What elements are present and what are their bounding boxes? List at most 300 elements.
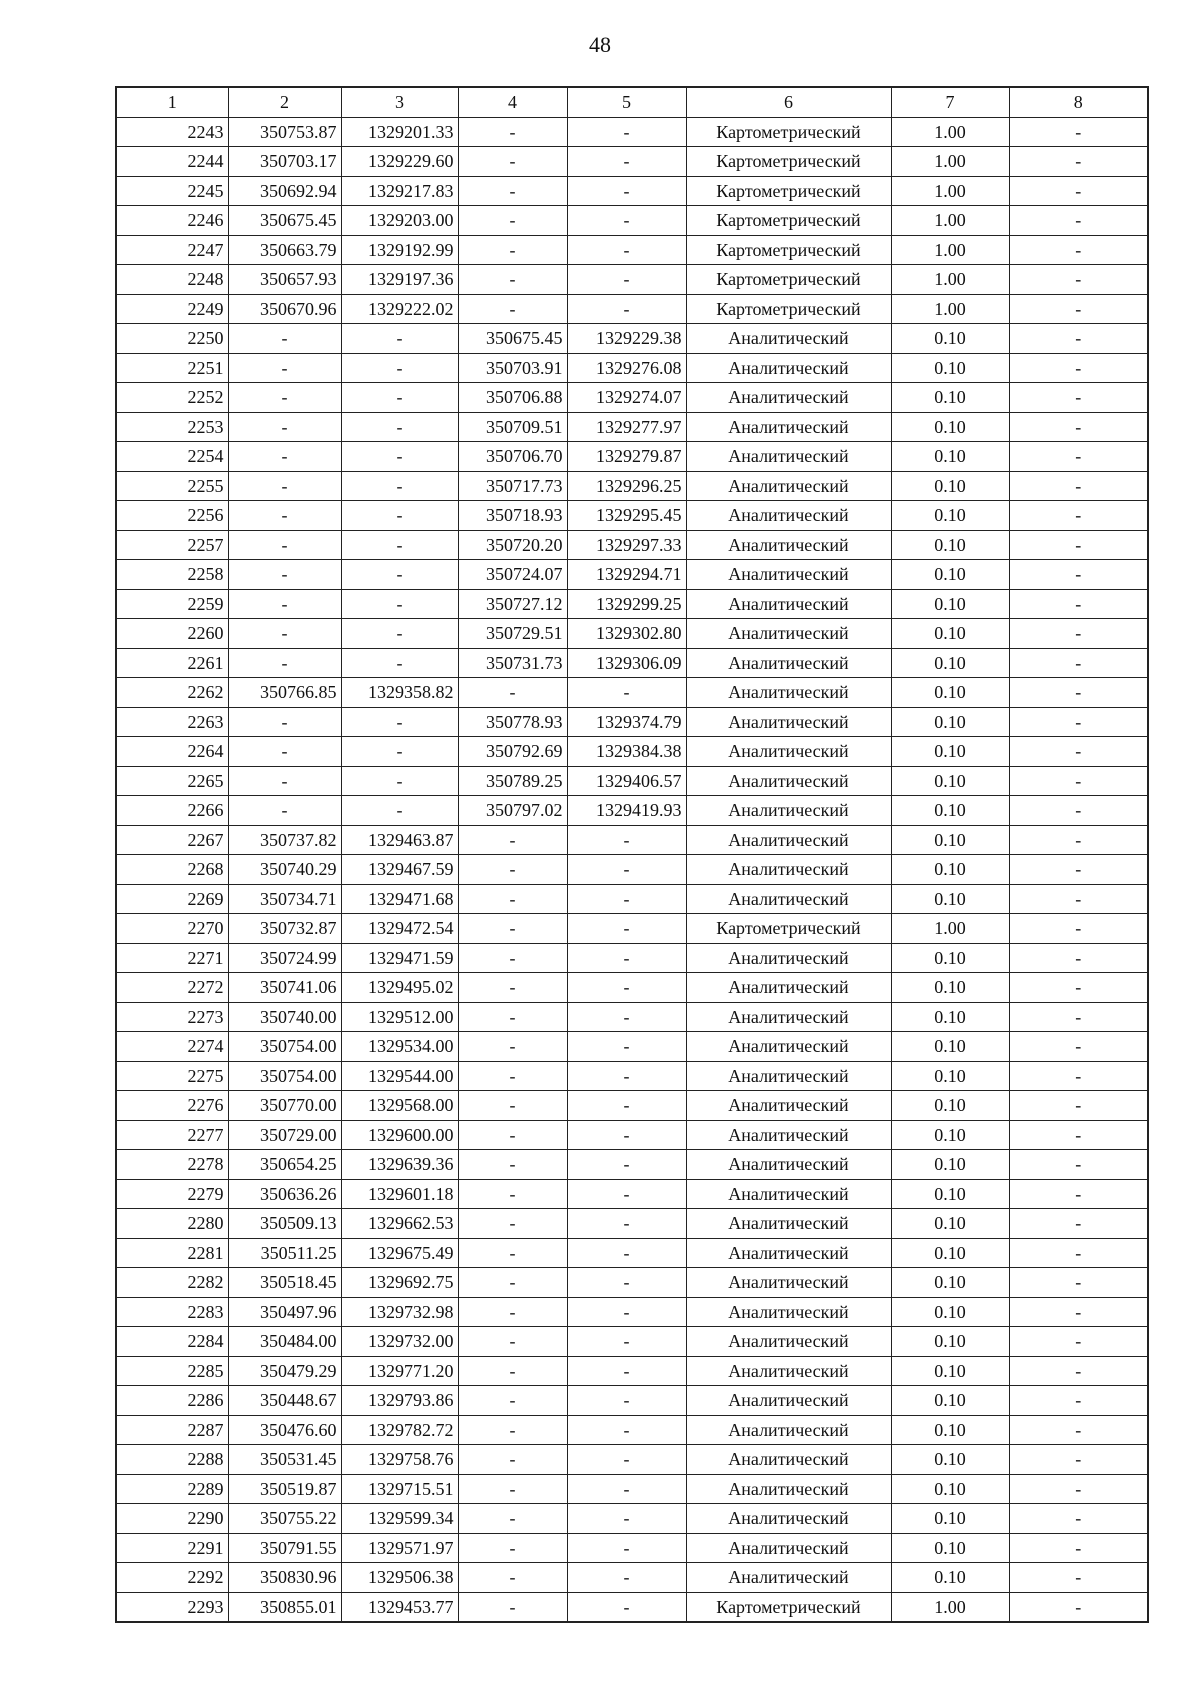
- cell-method: Аналитический: [686, 1563, 891, 1593]
- cell-method: Картометрический: [686, 176, 891, 206]
- cell-accuracy: 0.10: [891, 619, 1009, 649]
- cell-y-coord: 1329782.72: [341, 1415, 458, 1445]
- cell-y-coord-alt: -: [567, 117, 686, 147]
- cell-note: -: [1009, 1327, 1148, 1357]
- cell-note: -: [1009, 678, 1148, 708]
- cell-y-coord: 1329544.00: [341, 1061, 458, 1091]
- cell-method: Картометрический: [686, 1592, 891, 1622]
- cell-y-coord-alt: -: [567, 1563, 686, 1593]
- cell-point-number: 2270: [116, 914, 228, 944]
- table-row: [116, 442, 1148, 472]
- cell-point-number: 2264: [116, 737, 228, 767]
- table-row: [116, 471, 1148, 501]
- cell-y-coord-alt: -: [567, 825, 686, 855]
- cell-y-coord: 1329675.49: [341, 1238, 458, 1268]
- cell-x-coord: 350770.00: [228, 1091, 341, 1121]
- cell-x-coord-alt: -: [458, 1415, 567, 1445]
- cell-point-number: 2244: [116, 147, 228, 177]
- cell-y-coord: -: [341, 619, 458, 649]
- column-header-3: 3: [341, 87, 458, 117]
- cell-x-coord-alt: -: [458, 1238, 567, 1268]
- cell-accuracy: 0.10: [891, 353, 1009, 383]
- cell-x-coord: 350479.29: [228, 1356, 341, 1386]
- cell-method: Аналитический: [686, 1091, 891, 1121]
- cell-point-number: 2263: [116, 707, 228, 737]
- table-row: [116, 1091, 1148, 1121]
- cell-x-coord-alt: -: [458, 1386, 567, 1416]
- cell-accuracy: 0.10: [891, 560, 1009, 590]
- cell-y-coord: 1329771.20: [341, 1356, 458, 1386]
- cell-accuracy: 0.10: [891, 1297, 1009, 1327]
- cell-accuracy: 0.10: [891, 1356, 1009, 1386]
- cell-x-coord: 350636.26: [228, 1179, 341, 1209]
- table-row: [116, 1504, 1148, 1534]
- cell-x-coord: -: [228, 589, 341, 619]
- cell-x-coord: -: [228, 530, 341, 560]
- cell-point-number: 2275: [116, 1061, 228, 1091]
- cell-point-number: 2272: [116, 973, 228, 1003]
- cell-point-number: 2266: [116, 796, 228, 826]
- cell-x-coord: 350734.71: [228, 884, 341, 914]
- cell-note: -: [1009, 235, 1148, 265]
- table-row: [116, 1061, 1148, 1091]
- table-row: [116, 943, 1148, 973]
- cell-accuracy: 0.10: [891, 707, 1009, 737]
- cell-note: -: [1009, 117, 1148, 147]
- cell-x-coord: -: [228, 353, 341, 383]
- cell-point-number: 2262: [116, 678, 228, 708]
- cell-x-coord: 350729.00: [228, 1120, 341, 1150]
- cell-y-coord-alt: -: [567, 1356, 686, 1386]
- cell-x-coord-alt: 350731.73: [458, 648, 567, 678]
- cell-x-coord-alt: -: [458, 265, 567, 295]
- cell-y-coord: 1329229.60: [341, 147, 458, 177]
- cell-x-coord-alt: 350797.02: [458, 796, 567, 826]
- cell-point-number: 2292: [116, 1563, 228, 1593]
- table-row: [116, 1445, 1148, 1475]
- cell-method: Картометрический: [686, 265, 891, 295]
- cell-note: -: [1009, 1238, 1148, 1268]
- cell-method: Аналитический: [686, 678, 891, 708]
- table-row: [116, 294, 1148, 324]
- cell-method: Аналитический: [686, 1238, 891, 1268]
- cell-note: -: [1009, 973, 1148, 1003]
- column-header-5: 5: [567, 87, 686, 117]
- cell-x-coord: 350484.00: [228, 1327, 341, 1357]
- cell-y-coord-alt: -: [567, 1091, 686, 1121]
- cell-point-number: 2251: [116, 353, 228, 383]
- cell-x-coord: 350692.94: [228, 176, 341, 206]
- cell-note: -: [1009, 1592, 1148, 1622]
- cell-note: -: [1009, 648, 1148, 678]
- cell-y-coord: -: [341, 471, 458, 501]
- cell-note: -: [1009, 766, 1148, 796]
- cell-accuracy: 1.00: [891, 1592, 1009, 1622]
- table-row: [116, 648, 1148, 678]
- cell-note: -: [1009, 1415, 1148, 1445]
- cell-method: Аналитический: [686, 412, 891, 442]
- cell-y-coord-alt: -: [567, 1238, 686, 1268]
- cell-y-coord-alt: -: [567, 265, 686, 295]
- cell-point-number: 2286: [116, 1386, 228, 1416]
- cell-y-coord-alt: 1329297.33: [567, 530, 686, 560]
- cell-y-coord: 1329222.02: [341, 294, 458, 324]
- cell-accuracy: 0.10: [891, 884, 1009, 914]
- cell-method: Аналитический: [686, 707, 891, 737]
- cell-note: -: [1009, 1386, 1148, 1416]
- cell-method: Аналитический: [686, 1356, 891, 1386]
- cell-accuracy: 0.10: [891, 1091, 1009, 1121]
- cell-x-coord: 350754.00: [228, 1061, 341, 1091]
- cell-y-coord: -: [341, 501, 458, 531]
- cell-accuracy: 0.10: [891, 501, 1009, 531]
- cell-x-coord: 350740.29: [228, 855, 341, 885]
- cell-accuracy: 0.10: [891, 383, 1009, 413]
- cell-note: -: [1009, 530, 1148, 560]
- cell-method: Картометрический: [686, 117, 891, 147]
- cell-method: Аналитический: [686, 648, 891, 678]
- cell-x-coord-alt: -: [458, 294, 567, 324]
- cell-point-number: 2258: [116, 560, 228, 590]
- cell-accuracy: 0.10: [891, 412, 1009, 442]
- cell-point-number: 2250: [116, 324, 228, 354]
- cell-y-coord: 1329662.53: [341, 1209, 458, 1239]
- cell-y-coord: 1329534.00: [341, 1032, 458, 1062]
- cell-x-coord: 350741.06: [228, 973, 341, 1003]
- cell-method: Аналитический: [686, 1032, 891, 1062]
- cell-x-coord-alt: 350675.45: [458, 324, 567, 354]
- table-row: [116, 265, 1148, 295]
- cell-y-coord: -: [341, 530, 458, 560]
- cell-y-coord-alt: 1329279.87: [567, 442, 686, 472]
- cell-point-number: 2285: [116, 1356, 228, 1386]
- cell-point-number: 2293: [116, 1592, 228, 1622]
- cell-y-coord: 1329568.00: [341, 1091, 458, 1121]
- table-row: [116, 1415, 1148, 1445]
- cell-x-coord-alt: -: [458, 235, 567, 265]
- cell-x-coord-alt: -: [458, 1002, 567, 1032]
- cell-x-coord-alt: -: [458, 914, 567, 944]
- cell-x-coord: 350703.17: [228, 147, 341, 177]
- cell-point-number: 2259: [116, 589, 228, 619]
- cell-x-coord: 350476.60: [228, 1415, 341, 1445]
- cell-method: Аналитический: [686, 1415, 891, 1445]
- cell-x-coord-alt: -: [458, 1061, 567, 1091]
- cell-point-number: 2252: [116, 383, 228, 413]
- cell-method: Картометрический: [686, 206, 891, 236]
- column-header-8: 8: [1009, 87, 1148, 117]
- cell-y-coord-alt: -: [567, 1120, 686, 1150]
- table-header: [116, 87, 1148, 117]
- table-row: [116, 855, 1148, 885]
- cell-y-coord-alt: -: [567, 1533, 686, 1563]
- cell-point-number: 2254: [116, 442, 228, 472]
- cell-y-coord-alt: 1329274.07: [567, 383, 686, 413]
- cell-point-number: 2257: [116, 530, 228, 560]
- cell-x-coord-alt: -: [458, 1563, 567, 1593]
- cell-note: -: [1009, 1297, 1148, 1327]
- column-header-1: 1: [116, 87, 228, 117]
- cell-x-coord-alt: -: [458, 1297, 567, 1327]
- cell-note: -: [1009, 589, 1148, 619]
- cell-y-coord: 1329601.18: [341, 1179, 458, 1209]
- cell-y-coord-alt: -: [567, 1297, 686, 1327]
- cell-y-coord-alt: -: [567, 294, 686, 324]
- cell-point-number: 2278: [116, 1150, 228, 1180]
- cell-method: Аналитический: [686, 1150, 891, 1180]
- cell-accuracy: 0.10: [891, 442, 1009, 472]
- table-row: [116, 796, 1148, 826]
- cell-y-coord: 1329506.38: [341, 1563, 458, 1593]
- cell-y-coord: 1329471.68: [341, 884, 458, 914]
- cell-x-coord-alt: 350709.51: [458, 412, 567, 442]
- cell-x-coord: 350791.55: [228, 1533, 341, 1563]
- cell-x-coord-alt: -: [458, 1268, 567, 1298]
- cell-x-coord-alt: -: [458, 825, 567, 855]
- cell-note: -: [1009, 324, 1148, 354]
- table-row: [116, 1563, 1148, 1593]
- cell-x-coord: -: [228, 383, 341, 413]
- cell-accuracy: 1.00: [891, 206, 1009, 236]
- cell-x-coord-alt: -: [458, 147, 567, 177]
- cell-note: -: [1009, 1091, 1148, 1121]
- cell-x-coord-alt: 350720.20: [458, 530, 567, 560]
- cell-y-coord: 1329758.76: [341, 1445, 458, 1475]
- cell-y-coord: 1329732.98: [341, 1297, 458, 1327]
- cell-point-number: 2256: [116, 501, 228, 531]
- cell-method: Аналитический: [686, 324, 891, 354]
- cell-y-coord-alt: 1329406.57: [567, 766, 686, 796]
- cell-method: Аналитический: [686, 1209, 891, 1239]
- table-row: [116, 707, 1148, 737]
- cell-y-coord: -: [341, 737, 458, 767]
- cell-point-number: 2245: [116, 176, 228, 206]
- cell-y-coord-alt: -: [567, 855, 686, 885]
- cell-method: Аналитический: [686, 884, 891, 914]
- cell-x-coord: 350755.22: [228, 1504, 341, 1534]
- cell-accuracy: 0.10: [891, 1415, 1009, 1445]
- cell-y-coord: -: [341, 560, 458, 590]
- cell-note: -: [1009, 383, 1148, 413]
- cell-x-coord-alt: -: [458, 1445, 567, 1475]
- cell-method: Аналитический: [686, 1445, 891, 1475]
- cell-y-coord: 1329692.75: [341, 1268, 458, 1298]
- cell-x-coord: -: [228, 412, 341, 442]
- cell-y-coord: 1329600.00: [341, 1120, 458, 1150]
- cell-accuracy: 1.00: [891, 294, 1009, 324]
- cell-x-coord-alt: 350724.07: [458, 560, 567, 590]
- cell-point-number: 2271: [116, 943, 228, 973]
- cell-y-coord-alt: -: [567, 1504, 686, 1534]
- cell-y-coord-alt: 1329374.79: [567, 707, 686, 737]
- cell-x-coord: 350654.25: [228, 1150, 341, 1180]
- cell-note: -: [1009, 1356, 1148, 1386]
- cell-x-coord-alt: -: [458, 973, 567, 1003]
- cell-point-number: 2282: [116, 1268, 228, 1298]
- table-row: [116, 1268, 1148, 1298]
- cell-method: Картометрический: [686, 914, 891, 944]
- cell-method: Аналитический: [686, 353, 891, 383]
- cell-y-coord: 1329793.86: [341, 1386, 458, 1416]
- cell-point-number: 2248: [116, 265, 228, 295]
- cell-y-coord: 1329217.83: [341, 176, 458, 206]
- cell-y-coord-alt: -: [567, 1327, 686, 1357]
- cell-y-coord: -: [341, 383, 458, 413]
- cell-note: -: [1009, 1563, 1148, 1593]
- cell-point-number: 2277: [116, 1120, 228, 1150]
- cell-note: -: [1009, 619, 1148, 649]
- cell-method: Картометрический: [686, 294, 891, 324]
- cell-x-coord: 350724.99: [228, 943, 341, 973]
- cell-point-number: 2289: [116, 1474, 228, 1504]
- cell-y-coord: 1329571.97: [341, 1533, 458, 1563]
- cell-point-number: 2279: [116, 1179, 228, 1209]
- cell-x-coord: -: [228, 737, 341, 767]
- cell-x-coord: 350754.00: [228, 1032, 341, 1062]
- cell-x-coord-alt: -: [458, 1032, 567, 1062]
- cell-y-coord-alt: -: [567, 678, 686, 708]
- table-row: [116, 560, 1148, 590]
- cell-note: -: [1009, 1533, 1148, 1563]
- cell-y-coord-alt: -: [567, 914, 686, 944]
- cell-method: Аналитический: [686, 1474, 891, 1504]
- cell-y-coord-alt: -: [567, 1592, 686, 1622]
- cell-y-coord-alt: -: [567, 1179, 686, 1209]
- cell-accuracy: 0.10: [891, 589, 1009, 619]
- cell-method: Аналитический: [686, 1504, 891, 1534]
- cell-method: Аналитический: [686, 973, 891, 1003]
- cell-method: Аналитический: [686, 471, 891, 501]
- cell-point-number: 2247: [116, 235, 228, 265]
- table-row: [116, 176, 1148, 206]
- cell-note: -: [1009, 471, 1148, 501]
- cell-y-coord-alt: -: [567, 206, 686, 236]
- cell-x-coord: 350663.79: [228, 235, 341, 265]
- cell-accuracy: 0.10: [891, 1474, 1009, 1504]
- table-row: [116, 1179, 1148, 1209]
- cell-x-coord-alt: -: [458, 678, 567, 708]
- cell-y-coord: -: [341, 353, 458, 383]
- cell-y-coord-alt: -: [567, 1445, 686, 1475]
- cell-y-coord: 1329715.51: [341, 1474, 458, 1504]
- cell-accuracy: 0.10: [891, 648, 1009, 678]
- cell-method: Аналитический: [686, 1297, 891, 1327]
- cell-note: -: [1009, 943, 1148, 973]
- cell-note: -: [1009, 1179, 1148, 1209]
- cell-note: -: [1009, 825, 1148, 855]
- table-row: [116, 1533, 1148, 1563]
- cell-note: -: [1009, 176, 1148, 206]
- cell-x-coord-alt: 350778.93: [458, 707, 567, 737]
- cell-y-coord: 1329463.87: [341, 825, 458, 855]
- cell-method: Аналитический: [686, 560, 891, 590]
- cell-x-coord-alt: 350789.25: [458, 766, 567, 796]
- table-row: [116, 766, 1148, 796]
- cell-x-coord: 350511.25: [228, 1238, 341, 1268]
- cell-y-coord-alt: -: [567, 176, 686, 206]
- cell-note: -: [1009, 1002, 1148, 1032]
- cell-x-coord: 350753.87: [228, 117, 341, 147]
- cell-x-coord: 350855.01: [228, 1592, 341, 1622]
- cell-x-coord: 350732.87: [228, 914, 341, 944]
- cell-note: -: [1009, 1120, 1148, 1150]
- cell-method: Аналитический: [686, 943, 891, 973]
- table-row: [116, 1002, 1148, 1032]
- cell-accuracy: 0.10: [891, 1209, 1009, 1239]
- cell-accuracy: 0.10: [891, 943, 1009, 973]
- cell-y-coord-alt: -: [567, 1415, 686, 1445]
- cell-accuracy: 0.10: [891, 1533, 1009, 1563]
- cell-x-coord: 350830.96: [228, 1563, 341, 1593]
- cell-x-coord: 350518.45: [228, 1268, 341, 1298]
- column-header-2: 2: [228, 87, 341, 117]
- cell-note: -: [1009, 294, 1148, 324]
- cell-x-coord-alt: 350706.88: [458, 383, 567, 413]
- cell-x-coord-alt: 350717.73: [458, 471, 567, 501]
- cell-x-coord-alt: -: [458, 1209, 567, 1239]
- cell-x-coord-alt: 350703.91: [458, 353, 567, 383]
- cell-point-number: 2273: [116, 1002, 228, 1032]
- cell-accuracy: 0.10: [891, 1563, 1009, 1593]
- cell-note: -: [1009, 501, 1148, 531]
- cell-method: Аналитический: [686, 855, 891, 885]
- column-header-6: 6: [686, 87, 891, 117]
- column-header-4: 4: [458, 87, 567, 117]
- cell-note: -: [1009, 737, 1148, 767]
- table-row: [116, 678, 1148, 708]
- cell-x-coord-alt: -: [458, 1592, 567, 1622]
- cell-y-coord-alt: -: [567, 1268, 686, 1298]
- cell-method: Картометрический: [686, 235, 891, 265]
- cell-point-number: 2265: [116, 766, 228, 796]
- cell-y-coord: 1329495.02: [341, 973, 458, 1003]
- cell-note: -: [1009, 914, 1148, 944]
- cell-x-coord: -: [228, 501, 341, 531]
- table-row: [116, 825, 1148, 855]
- cell-note: -: [1009, 1209, 1148, 1239]
- cell-point-number: 2281: [116, 1238, 228, 1268]
- table-row: [116, 1386, 1148, 1416]
- table-row: [116, 1356, 1148, 1386]
- cell-point-number: 2246: [116, 206, 228, 236]
- cell-accuracy: 0.10: [891, 1150, 1009, 1180]
- cell-x-coord: 350509.13: [228, 1209, 341, 1239]
- cell-accuracy: 1.00: [891, 176, 1009, 206]
- cell-method: Аналитический: [686, 383, 891, 413]
- cell-point-number: 2268: [116, 855, 228, 885]
- cell-note: -: [1009, 1445, 1148, 1475]
- cell-method: Аналитический: [686, 501, 891, 531]
- cell-accuracy: 0.10: [891, 530, 1009, 560]
- cell-y-coord: 1329732.00: [341, 1327, 458, 1357]
- cell-y-coord-alt: 1329306.09: [567, 648, 686, 678]
- cell-accuracy: 0.10: [891, 324, 1009, 354]
- cell-point-number: 2288: [116, 1445, 228, 1475]
- cell-x-coord: 350670.96: [228, 294, 341, 324]
- cell-method: Аналитический: [686, 530, 891, 560]
- cell-accuracy: 1.00: [891, 914, 1009, 944]
- cell-point-number: 2269: [116, 884, 228, 914]
- cell-method: Аналитический: [686, 796, 891, 826]
- cell-x-coord-alt: 350792.69: [458, 737, 567, 767]
- cell-x-coord-alt: -: [458, 1150, 567, 1180]
- cell-y-coord-alt: 1329384.38: [567, 737, 686, 767]
- cell-method: Аналитический: [686, 737, 891, 767]
- cell-x-coord: -: [228, 766, 341, 796]
- table-row: [116, 737, 1148, 767]
- table-row: [116, 530, 1148, 560]
- cell-accuracy: 0.10: [891, 973, 1009, 1003]
